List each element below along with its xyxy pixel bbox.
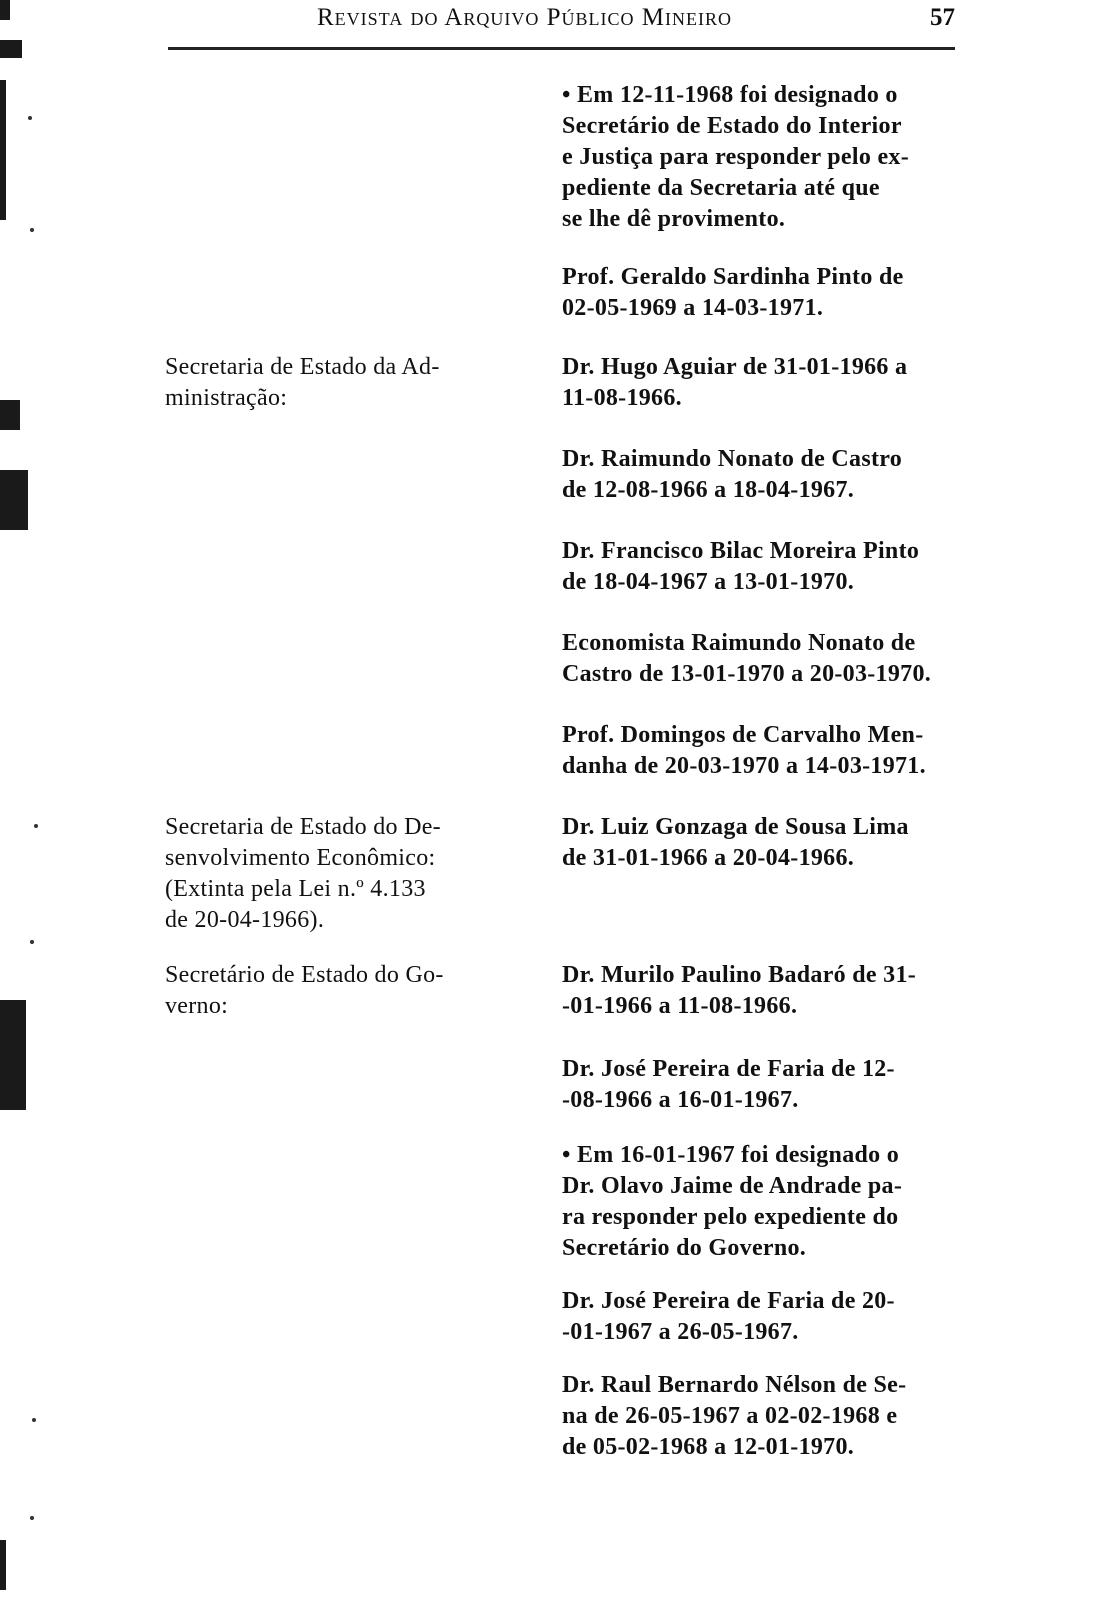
right-entry: • Em 16-01-1967 foi designado o Dr. Olavo Jaime de Andrade pa- ra responder pelo expediente do Secretário do Governo.: [562, 1142, 903, 1261]
scan-speck: [30, 940, 34, 944]
right-entry: Prof. Geraldo Sardinha Pinto de 02-05-1969 a 14-03-1971.: [562, 264, 904, 321]
scan-edge-mark: [0, 0, 10, 20]
right-entry: Dr. Hugo Aguiar de 31-01-1966 a 11-08-1966.: [562, 354, 908, 411]
left-entry-desenvolvimento: Secretaria de Estado do De- senvolvimento Econômico: (Extinta pela Lei n.º 4.133 de 20-04-1966).: [165, 814, 441, 933]
header-rule: [168, 47, 955, 50]
scan-edge-mark: [0, 470, 28, 530]
running-header: [160, 4, 955, 44]
right-entry: Dr. José Pereira de Faria de 12- -08-1966 a 16-01-1967.: [562, 1056, 895, 1113]
scan-edge-mark: [0, 400, 20, 430]
right-entry: Dr. José Pereira de Faria de 20- -01-1967 a 26-05-1967.: [562, 1288, 895, 1345]
right-entry: Dr. Murilo Paulino Badaró de 31- -01-1966 a 11-08-1966.: [562, 962, 917, 1019]
right-entry: Dr. Raul Bernardo Nélson de Se- na de 26-05-1967 a 02-02-1968 e de 05-02-1968 a 12-01-1970.: [562, 1372, 907, 1460]
scan-edge-mark: [0, 1540, 6, 1590]
scan-edge-mark: [0, 1000, 26, 1110]
page-number: 57: [930, 4, 955, 31]
journal-title: Revista do Arquivo Público Mineiro: [317, 4, 733, 31]
scan-speck: [28, 116, 32, 120]
right-entry: • Em 12-11-1968 foi designado o Secretário de Estado do Interior e Justiça para responder pelo ex- pediente da Secretaria até que se lhe dê provimento.: [562, 82, 909, 232]
right-entry: Dr. Luiz Gonzaga de Sousa Lima de 31-01-1966 a 20-04-1966.: [562, 814, 909, 871]
right-entry: Prof. Domingos de Carvalho Men- danha de 20-03-1970 a 14-03-1971.: [562, 722, 926, 779]
scan-speck: [30, 228, 34, 232]
right-entry: Economista Raimundo Nonato de Castro de 13-01-1970 a 20-03-1970.: [562, 630, 932, 687]
right-entry: Dr. Francisco Bilac Moreira Pinto de 18-04-1967 a 13-01-1970.: [562, 538, 920, 595]
scan-speck: [32, 1418, 36, 1422]
scan-edge-mark: [0, 80, 6, 220]
scan-speck: [30, 1516, 34, 1520]
scan-speck: [34, 824, 38, 828]
scan-edge-mark: [0, 40, 22, 58]
right-entry: Dr. Raimundo Nonato de Castro de 12-08-1966 a 18-04-1967.: [562, 446, 903, 503]
left-entry-governo: Secretário de Estado do Go- verno:: [165, 962, 444, 1019]
left-entry-administracao: Secretaria de Estado da Ad- ministração:: [165, 354, 440, 411]
